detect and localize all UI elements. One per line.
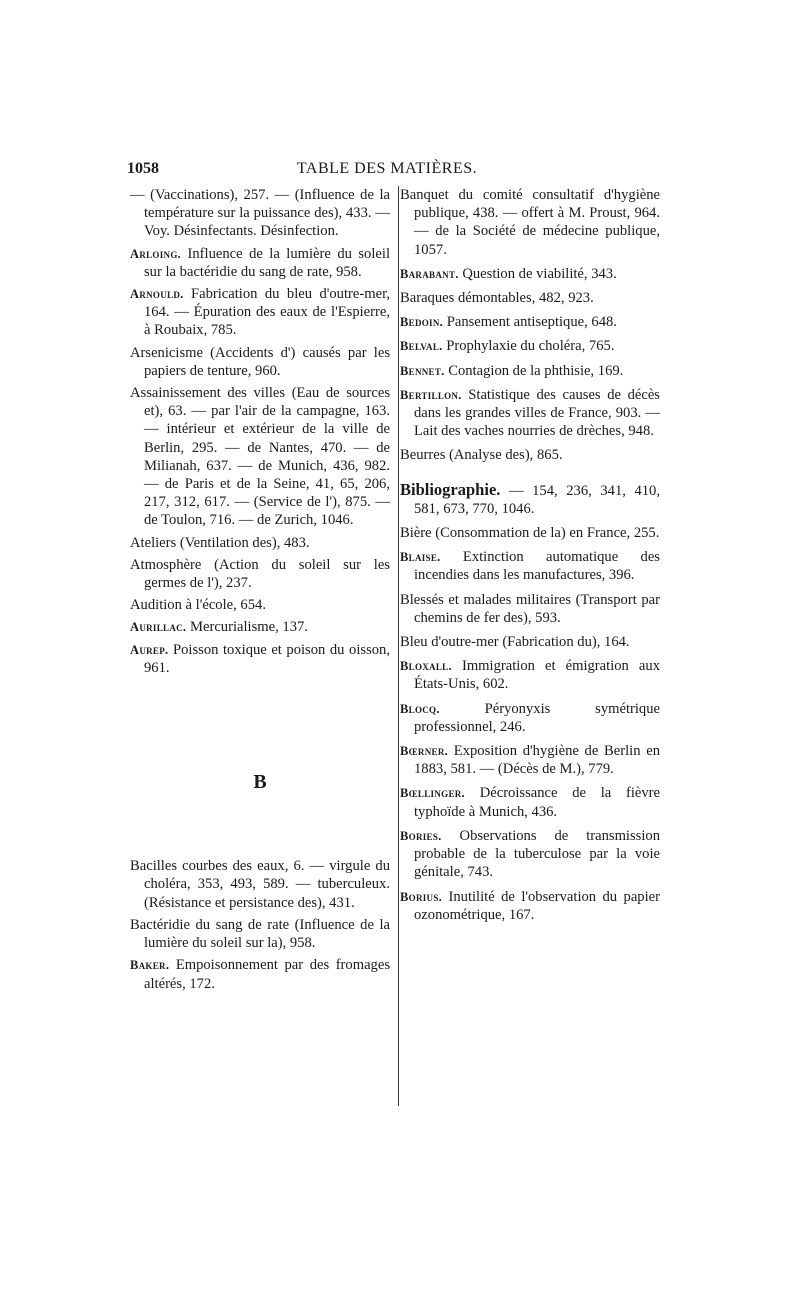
index-entry xyxy=(400,548,660,584)
author-name: Bloxall. xyxy=(400,659,452,674)
index-entry xyxy=(130,186,390,241)
index-entry xyxy=(130,245,390,281)
entry-text: Immigration et émigration aux États-Unis, 602. xyxy=(414,658,660,693)
entry-text: Inutilité de l'observation du papier ozonométrique, 167. xyxy=(414,888,660,923)
author-name: Blocq. xyxy=(400,701,440,716)
author-name: Baker. xyxy=(130,958,170,973)
index-entry xyxy=(400,524,660,542)
index-entry xyxy=(130,384,390,530)
entry-text: Fabrication du bleu d'outre-mer, 164. — Épuration des eaux de l'Espierre, à Roubaix, 785. xyxy=(144,286,390,339)
author-name: Belval. xyxy=(400,339,443,354)
running-title: TABLE DES MATIÈRES. xyxy=(296,160,478,177)
entry-text: Contagion de la phthisie, 169. xyxy=(444,362,624,379)
entry-text: Assainissement des villes (Eau de sources et), 63. — par l'air de la campagne, 163. — intérieur et extérieur de la ville de Berlin, 295. — de Nantes, 470. — de Milianah, 637. — de Munich, 436, 982. — de Paris et de la Seine, 41, 65, 206, 217, 312, 617. — (Service de l'), 875. — de Toulon, 716. — de Zurich, 1046. xyxy=(130,385,390,529)
index-entry xyxy=(400,591,660,627)
entry-text: — 154, 236, 341, 410, 581, 673, 770, 1046. xyxy=(414,482,660,517)
author-name: Bertillon. xyxy=(400,387,462,402)
entry-text: Banquet du comité consultatif d'hygiène publique, 438. — offert à M. Proust, 964. — de la Société de médecine publique, 1057. xyxy=(400,187,660,258)
entry-text: — (Vaccinations), 257. — (Influence de la température sur la puissance des), 433. — Voy. Désinfectants. Désinfection. xyxy=(130,187,390,240)
entry-text: Influence de la lumière du soleil sur la bactéridie du sang de rate, 958. xyxy=(144,245,390,280)
author-name: Bennet. xyxy=(400,363,445,378)
author-name: Bories. xyxy=(400,828,442,843)
index-entry-bibliographie xyxy=(400,481,660,518)
entry-text: Bleu d'outre-mer (Fabrication du), 164. xyxy=(400,634,630,651)
index-entry xyxy=(400,362,660,380)
author-name: Aurillac. xyxy=(130,620,187,635)
entry-text: Blessés et malades militaires (Transport par chemins de fer des), 593. xyxy=(400,591,660,626)
index-entry xyxy=(400,633,660,651)
left-column xyxy=(130,186,390,997)
entry-text: Prophylaxie du choléra, 765. xyxy=(442,338,615,355)
index-entry xyxy=(400,265,660,283)
entry-text: Empoisonnement par des fromages altérés, 172. xyxy=(144,957,390,992)
index-entry xyxy=(130,956,390,992)
right-column xyxy=(400,186,660,930)
entry-text: Mercurialisme, 137. xyxy=(186,619,308,636)
index-entry xyxy=(400,888,660,924)
index-entry xyxy=(130,556,390,592)
entry-text: Bière (Consommation de la) en France, 255. xyxy=(400,525,660,542)
index-entry xyxy=(130,916,390,952)
index-entry xyxy=(130,618,390,636)
index-entry xyxy=(400,700,660,736)
entry-text: Question de viabilité, 343. xyxy=(458,265,617,282)
entry-text: Ateliers (Ventilation des), 483. xyxy=(130,534,310,551)
entry-text: Péryonyxis symétrique professionnel, 246. xyxy=(414,700,660,735)
entry-text: Audition à l'école, 654. xyxy=(130,597,266,614)
index-entry xyxy=(400,313,660,331)
entry-text: Pansement antiseptique, 648. xyxy=(443,314,617,331)
author-name: Bœrner. xyxy=(400,744,449,759)
index-entry xyxy=(400,657,660,693)
author-name: Aurep. xyxy=(130,642,169,657)
index-entry xyxy=(130,641,390,677)
entry-text: Bactéridie du sang de rate (Influence de la lumière du soleil sur la), 958. xyxy=(130,916,390,952)
index-entry xyxy=(400,827,660,882)
entry-text: Bacilles courbes des eaux, 6. — virgule du choléra, 353, 493, 589. — tuberculeux. (Résistance et persistance des), 431. xyxy=(130,858,390,911)
entry-text: Beurres (Analyse des), 865. xyxy=(400,447,563,464)
author-name: Bedoin. xyxy=(400,315,444,330)
index-entry xyxy=(400,742,660,778)
section-letter: B xyxy=(253,771,267,794)
index-entry xyxy=(400,446,660,464)
index-entry xyxy=(130,596,390,614)
entry-text: Décroissance de la fièvre typhoïde à Munich, 436. xyxy=(414,785,660,820)
entry-text: Poisson toxique et poison du oisson, 961. xyxy=(144,641,390,676)
entry-text: Atmosphère (Action du soleil sur les germes de l'), 237. xyxy=(130,556,390,592)
entry-text: Extinction automatique des incendies dans les manufactures, 396. xyxy=(414,549,660,584)
index-entry xyxy=(400,186,660,259)
index-entry xyxy=(400,289,660,307)
entry-text: Arsenicisme (Accidents d') causés par les papiers de tenture, 960. xyxy=(130,344,390,379)
index-entry xyxy=(130,857,390,912)
entry-text: Statistique des causes de décès dans les grandes villes de France, 903. — Lait des vaches nourries de drèches, 948. xyxy=(414,386,660,440)
author-name: Arloing. xyxy=(130,246,182,261)
index-entry xyxy=(400,386,660,441)
entry-text: Baraques démontables, 482, 923. xyxy=(400,290,594,307)
index-entry xyxy=(400,784,660,820)
author-name: Borius. xyxy=(400,889,443,904)
author-name: Arnould. xyxy=(130,287,184,302)
page-header xyxy=(127,160,647,182)
entry-text: Exposition d'hygiène de Berlin en 1883, 581. — (Décès de M.), 779. xyxy=(414,743,660,778)
entry-heading: Bibliographie. xyxy=(400,479,501,499)
column-divider xyxy=(398,186,399,1106)
index-entry xyxy=(400,337,660,355)
index-entry xyxy=(130,534,390,552)
author-name: Blaise. xyxy=(400,550,441,565)
author-name: Bœllinger. xyxy=(400,786,465,801)
page-number: 1058 xyxy=(127,160,159,177)
author-name: Barabant. xyxy=(400,266,459,281)
entry-text: Observations de transmission probable de la tuberculose par la voie génitale, 743. xyxy=(414,827,660,881)
index-entry xyxy=(130,344,390,380)
index-entry xyxy=(130,285,390,340)
